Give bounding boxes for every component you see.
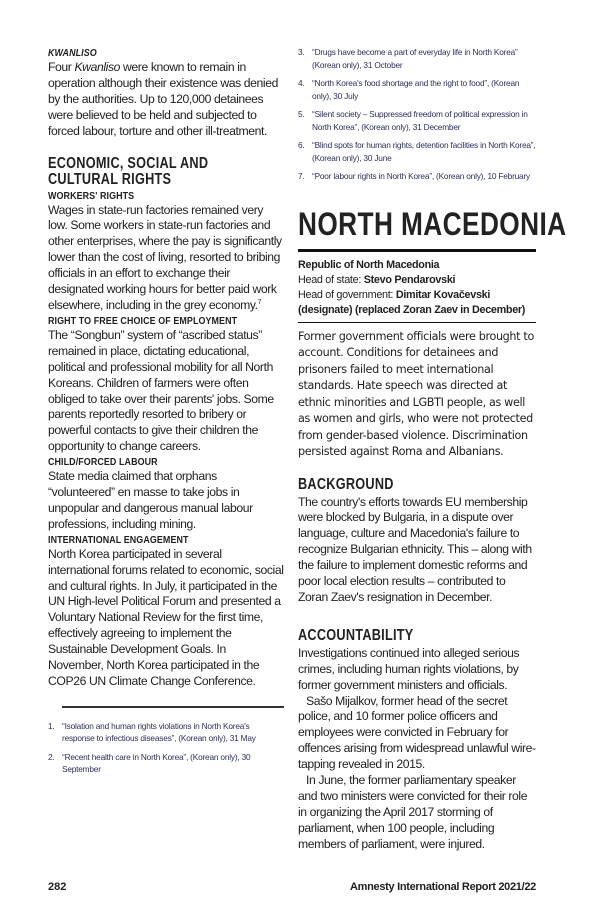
page-number: 282	[48, 880, 67, 893]
left-column	[48, 46, 284, 782]
footnote-text: “Blind spots for human rights, detention facilities in North Korea”, (Korean only), 30 June	[312, 140, 536, 163]
free-choice-paragraph: The “Songbun” system of “ascribed status” remained in place, dictating educational, political and professional mobility for all North Koreans. Children of farmers were often obliged to take over their parents' jobs. Some parents reportedly resorted to bribery or powerful contacts to give their children the opportunity to change careers.	[48, 327, 274, 454]
footnote	[48, 751, 284, 776]
summary-paragraph: Former government officials were brought to account. Conditions for detainees and prisoners failed to meet international standards. Hate speech was directed at ethnic minorities and LGBTI people, as well as women and girls, who were not protected from gender-based violence. Discrimination persisted against Roma and Albanians.	[298, 329, 534, 458]
text: Four	[48, 60, 75, 74]
intl-engagement-paragraph: North Korea participated in several international forums related to economic, social and cultural rights. In July, it participated in the UN High-level Political Forum and presented a Voluntary National Review for the first time, effectively agreeing to implement the Sustainable Development Goals. In November, North Korea participated in the COP26 UN Climate Change Conference.	[48, 546, 284, 688]
intl-engagement-heading: INTERNATIONAL ENGAGEMENT	[48, 533, 189, 546]
workers-paragraph	[48, 203, 284, 314]
columns	[48, 46, 567, 853]
right-column	[298, 46, 567, 853]
kwanliso-paragraph	[48, 60, 284, 140]
background-heading: BACKGROUND	[298, 475, 394, 493]
page-footer	[48, 881, 536, 913]
head-of-government-label: Head of government:	[298, 288, 396, 301]
footnote	[298, 139, 536, 164]
footnote-number: 7.	[298, 171, 305, 181]
footnote-number: 5.	[298, 109, 305, 119]
footnote-text: “Silent society – Suppressed freedom of political expression in North Korea”, (Korean only), 31 December	[312, 109, 528, 132]
footnote-number: 3.	[298, 47, 305, 57]
accountability-paragraph-3: In June, the former parliamentary speaker and two ministers were convicted for their role in organizing the April 2017 storming of parliament, when 100 people, including members of parliament, were injured.	[298, 773, 528, 851]
background-paragraph: The country's efforts towards EU membership were blocked by Bulgaria, in a dispute over language, culture and Macedonia's failure to recognize Bulgarian ethnicity. This – along with the failure to implement domestic reforms and poor local election results – contributed to Zoran Zaev's resignation in December.	[298, 494, 532, 604]
footnote-number: 4.	[298, 78, 305, 88]
text-em: Kwanliso	[74, 60, 121, 74]
footnote-list	[48, 720, 284, 776]
footnote-text: “Drugs have become a part of everyday life in North Korea” (Korean only), 31 October	[312, 47, 518, 70]
child-labour-paragraph: State media claimed that orphans “volunteered” en masse to take jobs in unpopular and dangerous manual labour professions, including mining.	[48, 469, 253, 531]
accountability-paragraph-2: Sašo Mijalkov, former head of the secret police, and 10 former police officers and employees were convicted in February for offences arising from widespread unlawful wire-tapping revealed in 2015.	[298, 693, 536, 772]
accountability-paragraph-1: Investigations continued into alleged serious crimes, including human rights violations, by former government ministers and officials.	[298, 645, 520, 692]
footnote-text: “Recent health care in North Korea”, (Korean only), 30 September	[62, 751, 251, 775]
footnote	[298, 46, 536, 71]
footnote	[298, 108, 536, 133]
footnote-divider	[62, 706, 284, 708]
text: were known to remain in operation although their existence was denied by the authorities. Up to 120,000 detainees were believed to be held and subjected to forced labour, torture and other ill-treatment.	[48, 60, 278, 138]
accountability-heading: ACCOUNTABILITY	[298, 626, 414, 644]
head-of-state: Stevo Pendarovski	[363, 273, 456, 286]
footnote	[48, 720, 284, 745]
kwanliso-heading: KWANLISO	[48, 47, 97, 59]
publication-title: Amnesty International Report 2021/22	[349, 880, 536, 893]
head-of-government: Dimitar Kovačevski (designate) (replaced Zoran Zaev in December)	[298, 288, 526, 316]
country-facts	[298, 258, 536, 318]
footnote	[298, 170, 536, 183]
footnote-text: “Poor labour rights in North Korea”, (Korean only), 10 February	[312, 171, 530, 181]
workers-rights-heading: WORKERS' RIGHTS	[48, 189, 135, 202]
footnote-number: 6.	[298, 140, 305, 150]
footnote-text: “Isolation and human rights violations in North Korea's response to infectious diseases”, (Korean only), 31 May	[62, 720, 256, 744]
facts-rule	[298, 322, 536, 323]
footnote-list	[298, 46, 536, 183]
text: Wages in state-run factories remained very low. Some workers in state-run factories and other enterprises, where the pay is significantly lower than the cost of living, resorted to bribing officials in an effort to exchange their designated working hours for better paid work elsewhere, including in the grey economy.	[48, 202, 282, 312]
footnote-ref[interactable]: 7	[257, 298, 262, 306]
free-choice-heading: RIGHT TO FREE CHOICE OF EMPLOYMENT	[48, 314, 238, 327]
official-name: Republic of North Macedonia	[298, 258, 440, 271]
footnote-number: 1.	[48, 720, 55, 731]
footnote-text: “North Korea's food shortage and the right to food”, (Korean only), 30 July	[312, 78, 520, 101]
country-title: NORTH MACEDONIA	[298, 205, 567, 242]
title-rule	[298, 249, 536, 252]
child-labour-heading: CHILD/FORCED LABOUR	[48, 456, 158, 469]
footnote-number: 2.	[48, 751, 55, 762]
footnote	[298, 77, 536, 102]
escr-heading: ECONOMIC, SOCIAL AND CULTURAL RIGHTS	[48, 154, 209, 188]
head-of-state-label: Head of state:	[298, 273, 364, 286]
